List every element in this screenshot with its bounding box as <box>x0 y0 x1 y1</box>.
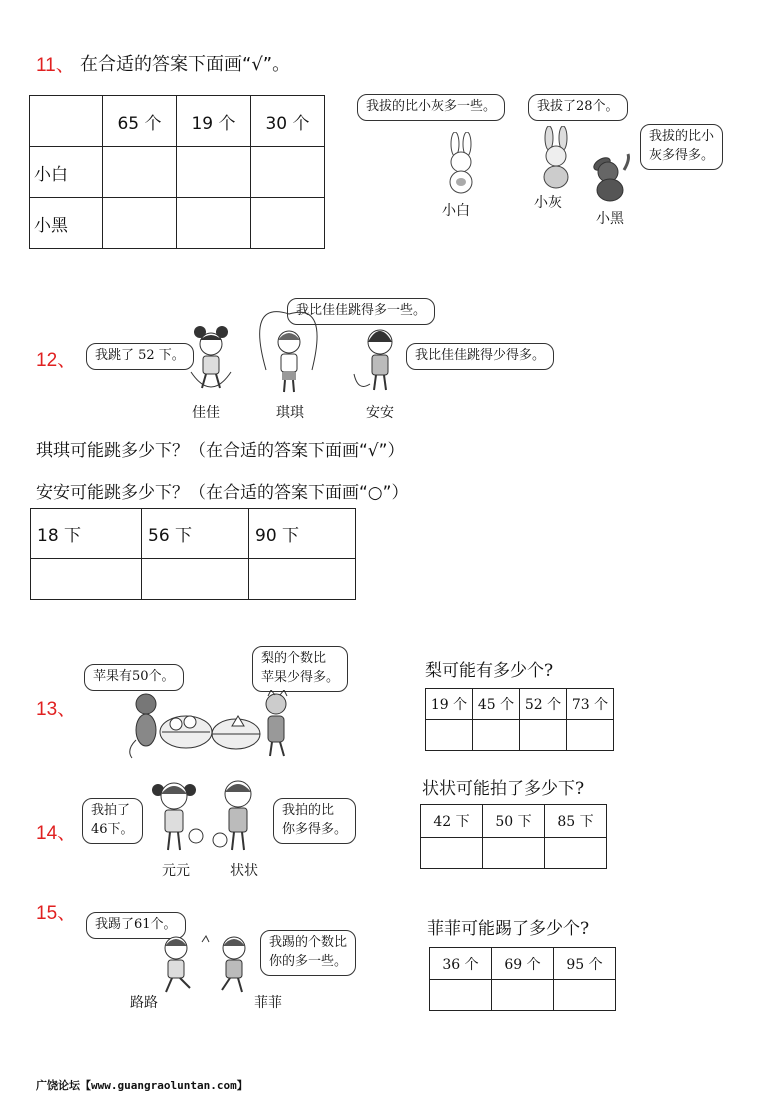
footer-watermark: 广饶论坛【www.guangraoluntan.com】 <box>36 1079 248 1092</box>
q11-header-30: 30 个 <box>251 96 325 147</box>
q13-prompt: 梨可能有多少个? <box>425 661 554 681</box>
q13-bubble-cat-line2: 苹果少得多。 <box>261 669 340 685</box>
q12-name-jiajia: 佳佳 <box>192 405 220 421</box>
q14-header-42: 42 下 <box>421 805 483 838</box>
q11-bubble-xiaohui: 我拔了28个。 <box>528 94 628 121</box>
q11-header-blank <box>30 96 103 147</box>
q11-answer-cell[interactable] <box>251 147 325 198</box>
q11-answer-cell[interactable] <box>103 147 177 198</box>
question-number-13: 13、 <box>36 699 77 720</box>
q12-prompt-anan: 安安可能跳多少下？（在合适的答案下面画“○”） <box>36 483 409 503</box>
q12-answer-table <box>30 508 356 600</box>
q12-header-18: 18 下 <box>31 509 142 559</box>
q14-bubble-zhuangzhuang-line2: 你多得多。 <box>282 821 348 837</box>
q12-header-90: 90 下 <box>249 509 356 559</box>
q13-header-19: 19 个 <box>426 689 473 720</box>
girl-anan-illustration <box>352 322 406 396</box>
girl-qiqi-illustration <box>254 310 324 396</box>
q15-name-lulu: 路路 <box>130 995 158 1011</box>
q11-answer-table <box>29 95 325 249</box>
question-11-title: 在合适的答案下面画“√”。 <box>80 54 291 75</box>
q15-name-feifei: 菲菲 <box>254 995 282 1011</box>
q15-answer-cell[interactable] <box>430 980 492 1011</box>
q11-bubble-xiaohei <box>640 124 723 170</box>
children-kicking-shuttlecock-illustration <box>150 934 260 994</box>
q12-prompt-qiqi: 琪琪可能跳多少下？（在合适的答案下面画“√”） <box>36 441 405 461</box>
q13-bubble-cat <box>252 646 348 692</box>
q12-bubble-anan: 我比佳佳跳得少得多。 <box>406 343 554 370</box>
q13-header-73: 73 个 <box>567 689 614 720</box>
q14-answer-cell[interactable] <box>545 838 607 869</box>
q11-bubble-xiaobai: 我拔的比小灰多一些。 <box>357 94 505 121</box>
q11-name-xiaohei: 小黑 <box>596 211 624 227</box>
q15-prompt: 菲菲可能踢了多少个? <box>427 919 590 939</box>
q14-header-50: 50 下 <box>483 805 545 838</box>
q14-name-zhuangzhuang: 状状 <box>230 863 258 879</box>
q15-answer-cell[interactable] <box>554 980 616 1011</box>
q14-answer-cell[interactable] <box>483 838 545 869</box>
q13-bubble-cat-line1: 梨的个数比 <box>261 651 327 666</box>
q12-bubble-qiqi: 我比佳佳跳得多一些。 <box>287 298 435 325</box>
q11-bubble-xiaohei-line1: 我拔的比小 <box>649 129 715 144</box>
girl-jiajia-illustration <box>186 322 236 396</box>
q12-answer-cell[interactable] <box>142 559 249 600</box>
q14-answer-cell[interactable] <box>421 838 483 869</box>
q13-answer-cell[interactable] <box>520 720 567 751</box>
q15-bubble-feifei-line2: 你的多一些。 <box>269 953 348 969</box>
q15-header-36: 36 个 <box>430 948 492 980</box>
question-number-14: 14、 <box>36 823 77 844</box>
q15-bubble-feifei <box>260 930 356 976</box>
q14-bubble-zhuangzhuang-line1: 我拍的比 <box>282 803 335 818</box>
q14-prompt: 状状可能拍了多少下? <box>422 779 585 799</box>
q14-bubble-yuanyuan-line1: 我拍了 <box>91 803 131 818</box>
q11-bubble-xiaohei-line2: 灰多得多。 <box>649 147 715 163</box>
question-number-11: 11、 <box>36 55 75 76</box>
black-rabbit-illustration <box>586 150 634 204</box>
question-number-15: 15、 <box>36 903 77 924</box>
monkey-cat-fruit-baskets-illustration <box>128 690 298 760</box>
q12-name-qiqi: 琪琪 <box>276 405 304 421</box>
q13-answer-cell[interactable] <box>567 720 614 751</box>
q11-answer-cell[interactable] <box>103 198 177 249</box>
q11-answer-cell[interactable] <box>177 147 251 198</box>
q12-header-56: 56 下 <box>142 509 249 559</box>
q15-header-69: 69 个 <box>492 948 554 980</box>
q13-header-45: 45 个 <box>473 689 520 720</box>
q14-answer-table <box>420 804 607 869</box>
q14-bubble-yuanyuan <box>82 798 143 844</box>
q11-name-xiaobai: 小白 <box>442 203 470 219</box>
q12-bubble-jiajia: 我跳了 52 下。 <box>86 343 194 370</box>
q13-bubble-monkey: 苹果有50个。 <box>84 664 184 691</box>
white-rabbit-illustration <box>438 132 484 194</box>
q11-answer-cell[interactable] <box>251 198 325 249</box>
q14-name-yuanyuan: 元元 <box>162 863 190 879</box>
q11-row-label-xiaohei: 小黑 <box>30 198 103 249</box>
q15-answer-table <box>429 947 616 1011</box>
q13-answer-cell[interactable] <box>426 720 473 751</box>
q15-bubble-feifei-line1: 我踢的个数比 <box>269 935 348 950</box>
q12-answer-cell[interactable] <box>249 559 356 600</box>
question-number-12: 12、 <box>36 350 77 371</box>
q11-answer-cell[interactable] <box>177 198 251 249</box>
q13-answer-cell[interactable] <box>473 720 520 751</box>
q14-bubble-zhuangzhuang <box>273 798 356 844</box>
q15-header-95: 95 个 <box>554 948 616 980</box>
q15-answer-cell[interactable] <box>492 980 554 1011</box>
q11-header-65: 65 个 <box>103 96 177 147</box>
q11-name-xiaohui: 小灰 <box>534 195 562 211</box>
q14-bubble-yuanyuan-line2: 46下。 <box>91 821 134 837</box>
q14-header-85: 85 下 <box>545 805 607 838</box>
q11-header-19: 19 个 <box>177 96 251 147</box>
q11-row-label-xiaobai: 小白 <box>30 147 103 198</box>
q13-answer-table <box>425 688 614 751</box>
gray-rabbit-illustration <box>532 126 580 190</box>
q13-header-52: 52 个 <box>520 689 567 720</box>
children-bouncing-balls-illustration <box>148 772 268 856</box>
q12-answer-cell[interactable] <box>31 559 142 600</box>
q15-bubble-lulu: 我踢了61个。 <box>86 912 186 939</box>
q12-name-anan: 安安 <box>366 405 394 421</box>
